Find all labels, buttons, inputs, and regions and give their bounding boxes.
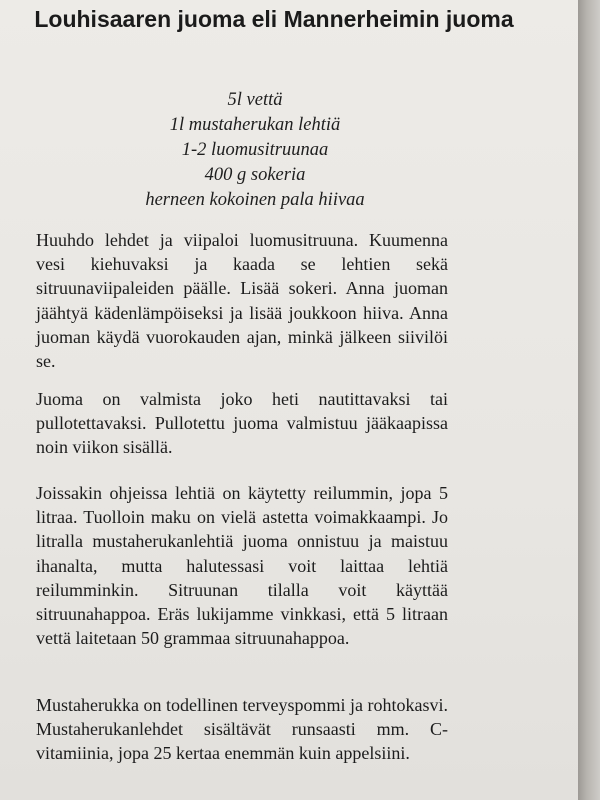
ingredient-item: 1-2 luomusitruunaa — [181, 140, 329, 160]
ingredient-item: 5l vettä — [227, 90, 283, 110]
paragraph-variations: Joissakin ohjeissa lehtiä on käytetty reilummin, jopa 5 litraa. Tuolloin maku on vielä astetta voimakkaampi. Jo litralla mustaherukanlehtiä juoma onnistuu ja maistuu ihanalta, mutta halutessasi voit laittaa lehtiä reilumminkin. Sitruunan tilalla voit käyttää sitruunahappoa. Eräs lukijamme vinkkasi, että 5 litraan vettä laitetaan 50 grammaa sitruunahappoa. — [36, 483, 448, 649]
paragraph-serving: Juoma on valmista joko heti nautittavaksi tai pullotettavaksi. Pullotettu juoma valmistuu jääkaapissa noin viikon sisällä. — [36, 389, 448, 458]
paragraph-instructions: Huuhdo lehdet ja viipaloi luomusitruuna. Kuumenna vesi kiehuvaksi ja kaada se lehtien sekä sitruunaviipaleiden päälle. Lisää sokeri. Anna juoman jäähtyä kädenlämpöiseksi ja lisää joukkoon hiiva. Anna juoman käydä vuorokauden ajan, minkä jälkeen siivilöi se. — [36, 230, 448, 372]
page-edge-shadow — [578, 0, 600, 800]
ingredient-item: 1l mustaherukan lehtiä — [169, 115, 341, 135]
recipe-title: Louhisaaren juoma eli Mannerheimin juoma — [34, 6, 514, 32]
ingredient-item: 400 g sokeria — [204, 165, 306, 185]
ingredient-list — [50, 88, 460, 213]
ingredient-item: herneen kokoinen pala hiivaa — [145, 190, 365, 210]
paragraph-health: Mustaherukka on todellinen terveyspommi ja rohtokasvi. Mustaherukanlehdet sisältävät runsaasti mm. C-vitamiinia, jopa 25 kertaa enemmän kuin appelsiini. — [36, 695, 448, 764]
